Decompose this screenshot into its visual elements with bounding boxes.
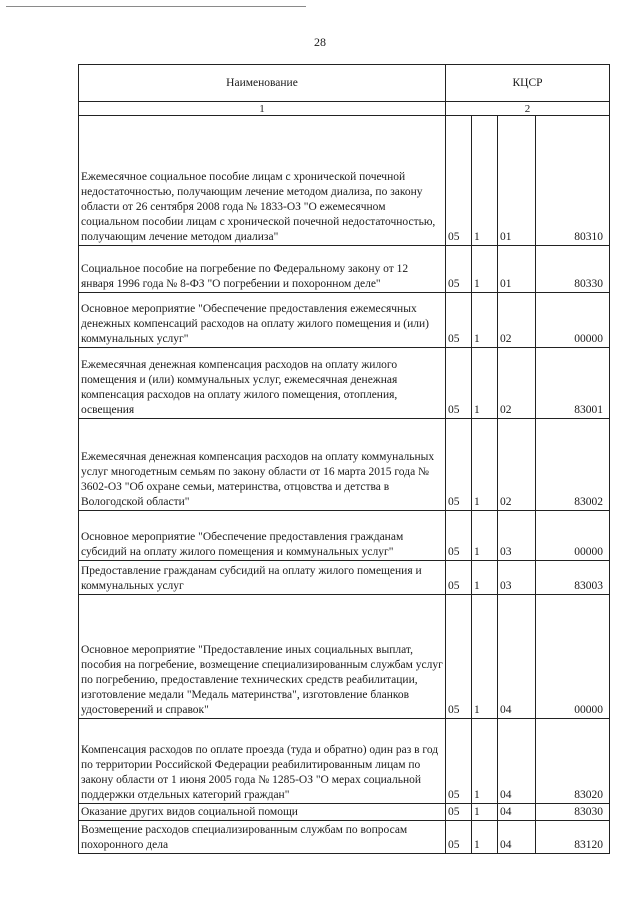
budget-table xyxy=(78,64,610,854)
row-name: Предоставление гражданам субсидий на оплату жилого помещения и коммунальных услуг xyxy=(79,561,446,595)
row-name: Основное мероприятие "Предоставление иных социальных выплат, пособия на погребение, возмещение специализированным службам услуг по погребению, предоставление технических средств реабилитации, изготовление медали "Медаль материнства", изготовление бланков удостоверений и справок" xyxy=(79,595,446,719)
row-name: Основное мероприятие "Обеспечение предоставления ежемесячных денежных компенсаций расходов на оплату жилого помещения и (или) коммунальных услуг" xyxy=(79,293,446,348)
row-name: Ежемесячное социальное пособие лицам с хронической почечной недостаточностью, получающим лечение методом диализа, по закону области от 26 сентября 2008 года № 1833-ОЗ "О ежемесячном социальном пособии лицам с хронической почечной недостаточностью, получающим лечение методом диализа" xyxy=(79,116,446,246)
row-code-2: 1 xyxy=(472,821,498,854)
row-code-2: 1 xyxy=(472,293,498,348)
row-code-4: 83030 xyxy=(536,804,610,821)
row-name: Компенсация расходов по оплате проезда (туда и обратно) один раз в год по территории Российской Федерации реабилитированным лицам по закону области от 1 июня 2005 года № 1285-ОЗ "О мерах социальной поддержки отдельных категорий граждан" xyxy=(79,719,446,804)
table-header-row xyxy=(79,65,610,102)
header-name: Наименование xyxy=(79,65,446,102)
row-code-1: 05 xyxy=(446,595,472,719)
table-row xyxy=(79,821,610,854)
row-code-4: 83003 xyxy=(536,561,610,595)
row-code-3: 04 xyxy=(498,804,536,821)
row-name: Ежемесячная денежная компенсация расходов на оплату жилого помещения и (или) коммунальных услуг, ежемесячная денежная компенсация расходов на оплату жилого помещения, отопления, освещения xyxy=(79,348,446,419)
row-name: Ежемесячная денежная компенсация расходов на оплату коммунальных услуг многодетным семьям по закону области от 16 марта 2015 года № 3602-ОЗ "Об охране семьи, материнства, отцовства и детства в Вологодской области" xyxy=(79,419,446,511)
row-name: Основное мероприятие "Обеспечение предоставления гражданам субсидий на оплату жилого помещения и коммунальных услуг" xyxy=(79,511,446,561)
row-code-1: 05 xyxy=(446,246,472,293)
table-row xyxy=(79,595,610,719)
row-code-2: 1 xyxy=(472,595,498,719)
table-row xyxy=(79,116,610,246)
row-name: Социальное пособие на погребение по Федеральному закону от 12 января 1996 года № 8-ФЗ "О погребении и похоронном деле" xyxy=(79,246,446,293)
table-row xyxy=(79,246,610,293)
table-row xyxy=(79,804,610,821)
row-code-3: 02 xyxy=(498,348,536,419)
row-code-4: 80310 xyxy=(536,116,610,246)
row-name: Оказание других видов социальной помощи xyxy=(79,804,446,821)
row-code-4: 83001 xyxy=(536,348,610,419)
row-code-3: 01 xyxy=(498,116,536,246)
row-code-3: 04 xyxy=(498,719,536,804)
row-code-1: 05 xyxy=(446,804,472,821)
column-number-row xyxy=(79,102,610,116)
row-code-4: 83002 xyxy=(536,419,610,511)
row-code-4: 83020 xyxy=(536,719,610,804)
row-code-1: 05 xyxy=(446,821,472,854)
row-code-1: 05 xyxy=(446,561,472,595)
row-name: Возмещение расходов специализированным службам по вопросам похоронного дела xyxy=(79,821,446,854)
table-row xyxy=(79,293,610,348)
table-row xyxy=(79,348,610,419)
scan-edge-line xyxy=(6,6,306,7)
header-code: КЦСР xyxy=(446,65,610,102)
row-code-3: 03 xyxy=(498,561,536,595)
row-code-3: 04 xyxy=(498,821,536,854)
row-code-2: 1 xyxy=(472,561,498,595)
row-code-1: 05 xyxy=(446,419,472,511)
column-number-name: 1 xyxy=(79,102,446,116)
row-code-4: 00000 xyxy=(536,595,610,719)
row-code-3: 02 xyxy=(498,419,536,511)
row-code-3: 03 xyxy=(498,511,536,561)
table-row xyxy=(79,561,610,595)
row-code-1: 05 xyxy=(446,511,472,561)
row-code-2: 1 xyxy=(472,116,498,246)
row-code-2: 1 xyxy=(472,511,498,561)
row-code-3: 01 xyxy=(498,246,536,293)
table-row xyxy=(79,419,610,511)
row-code-4: 00000 xyxy=(536,293,610,348)
row-code-2: 1 xyxy=(472,804,498,821)
row-code-1: 05 xyxy=(446,293,472,348)
column-number-code: 2 xyxy=(446,102,610,116)
row-code-1: 05 xyxy=(446,348,472,419)
row-code-2: 1 xyxy=(472,719,498,804)
table-row xyxy=(79,719,610,804)
row-code-2: 1 xyxy=(472,246,498,293)
row-code-3: 04 xyxy=(498,595,536,719)
table-row xyxy=(79,511,610,561)
row-code-1: 05 xyxy=(446,719,472,804)
row-code-4: 80330 xyxy=(536,246,610,293)
row-code-1: 05 xyxy=(446,116,472,246)
row-code-4: 00000 xyxy=(536,511,610,561)
row-code-4: 83120 xyxy=(536,821,610,854)
row-code-3: 02 xyxy=(498,293,536,348)
row-code-2: 1 xyxy=(472,348,498,419)
row-code-2: 1 xyxy=(472,419,498,511)
page-number: 28 xyxy=(314,35,326,49)
